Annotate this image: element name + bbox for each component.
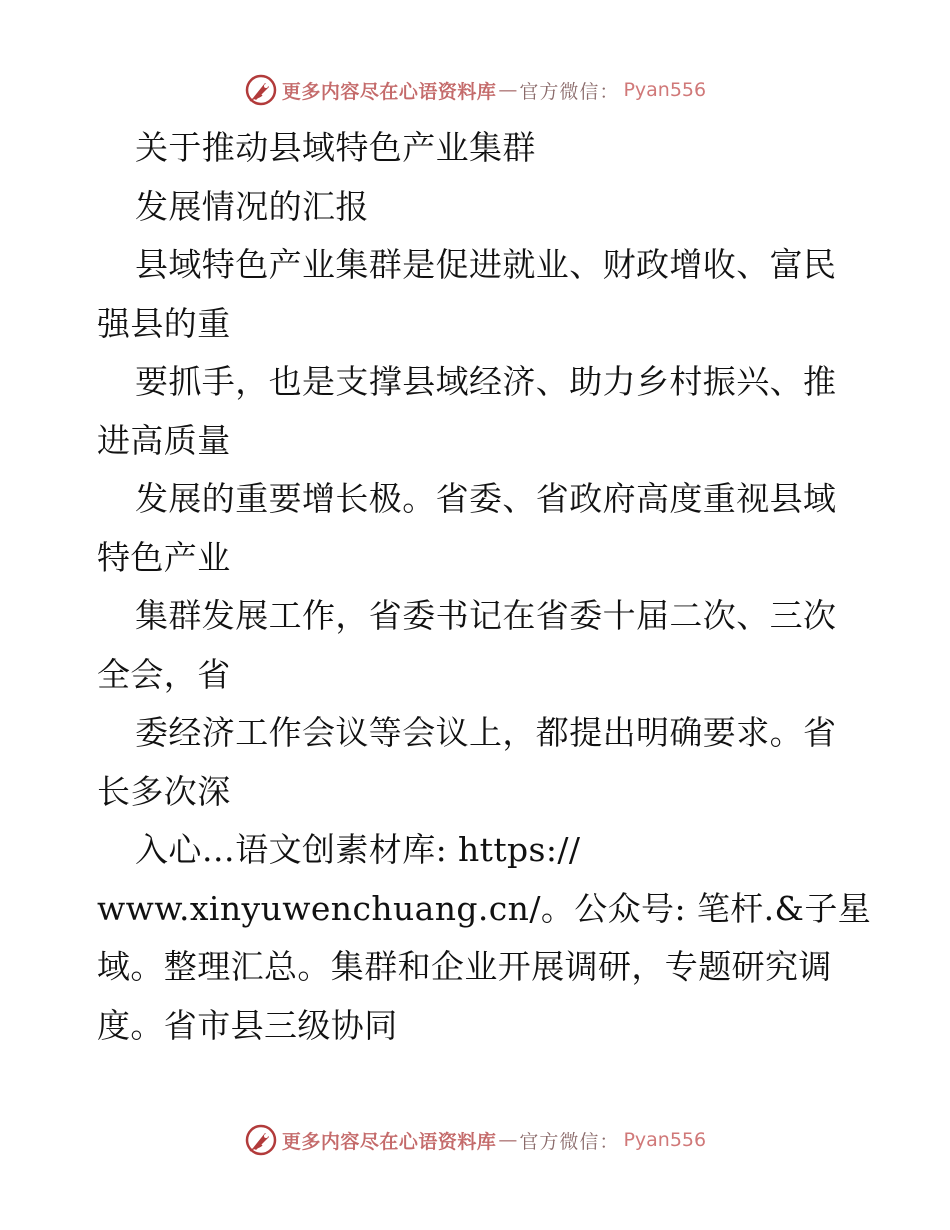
watermark-main: 更多内容尽在心语资料库 [281, 1130, 497, 1153]
watermark-wechat-id: Pyan556 [623, 1129, 707, 1151]
document-title-line-2: 发展情况的汇报 [135, 186, 369, 226]
document-title-line-1: 关于推动县域特色产业集群 [135, 128, 536, 167]
watermark-wechat-id: Pyan556 [623, 79, 707, 101]
paragraph-line: 域。整理汇总。集群和企业开展调研，专题研究调 [97, 947, 832, 986]
watermark-text [282, 1127, 706, 1154]
paragraph-line: 度。省市县三级协同 [97, 1005, 398, 1045]
watermark-separator: — [498, 1129, 518, 1151]
paragraph-line: 全会，省 [97, 654, 231, 694]
pen-nib-logo-icon [244, 73, 278, 107]
paragraph-line: 要抓手，也是支撑县域经济、助力乡村振兴、推 [135, 362, 837, 401]
paragraph-line: 发展的重要增长极。省委、省政府高度重视县域 [135, 479, 837, 518]
paragraph-line: 委经济工作会议等会议上，都提出明确要求。省 [135, 713, 837, 752]
paragraph-line: 进高质量 [97, 420, 231, 460]
watermark-main: 更多内容尽在心语资料库 [281, 80, 497, 103]
paragraph-line: 集群发展工作，省委书记在省委十届二次、三次 [135, 596, 837, 635]
watermark-text [282, 77, 706, 104]
header-watermark-banner [0, 70, 950, 110]
paragraph-line-url: www.xinyuwenchuang.cn/。公众号: 笔杆.&子星 [97, 888, 872, 928]
paragraph-line: 长多次深 [97, 771, 231, 811]
pen-nib-logo-icon [244, 1123, 278, 1157]
watermark-separator: — [498, 79, 518, 101]
paragraph-line: 入心…语文创素材库: https:// [135, 830, 581, 869]
footer-watermark-banner [0, 1120, 950, 1160]
paragraph-line: 县域特色产业集群是促进就业、财政增收、富民 [135, 245, 837, 284]
paragraph-line: 强县的重 [97, 303, 231, 343]
watermark-wechat-label: 官方微信： [519, 80, 620, 103]
paragraph-line: 特色产业 [97, 537, 231, 577]
watermark-wechat-label: 官方微信： [519, 1130, 620, 1153]
document-body [97, 119, 872, 1055]
